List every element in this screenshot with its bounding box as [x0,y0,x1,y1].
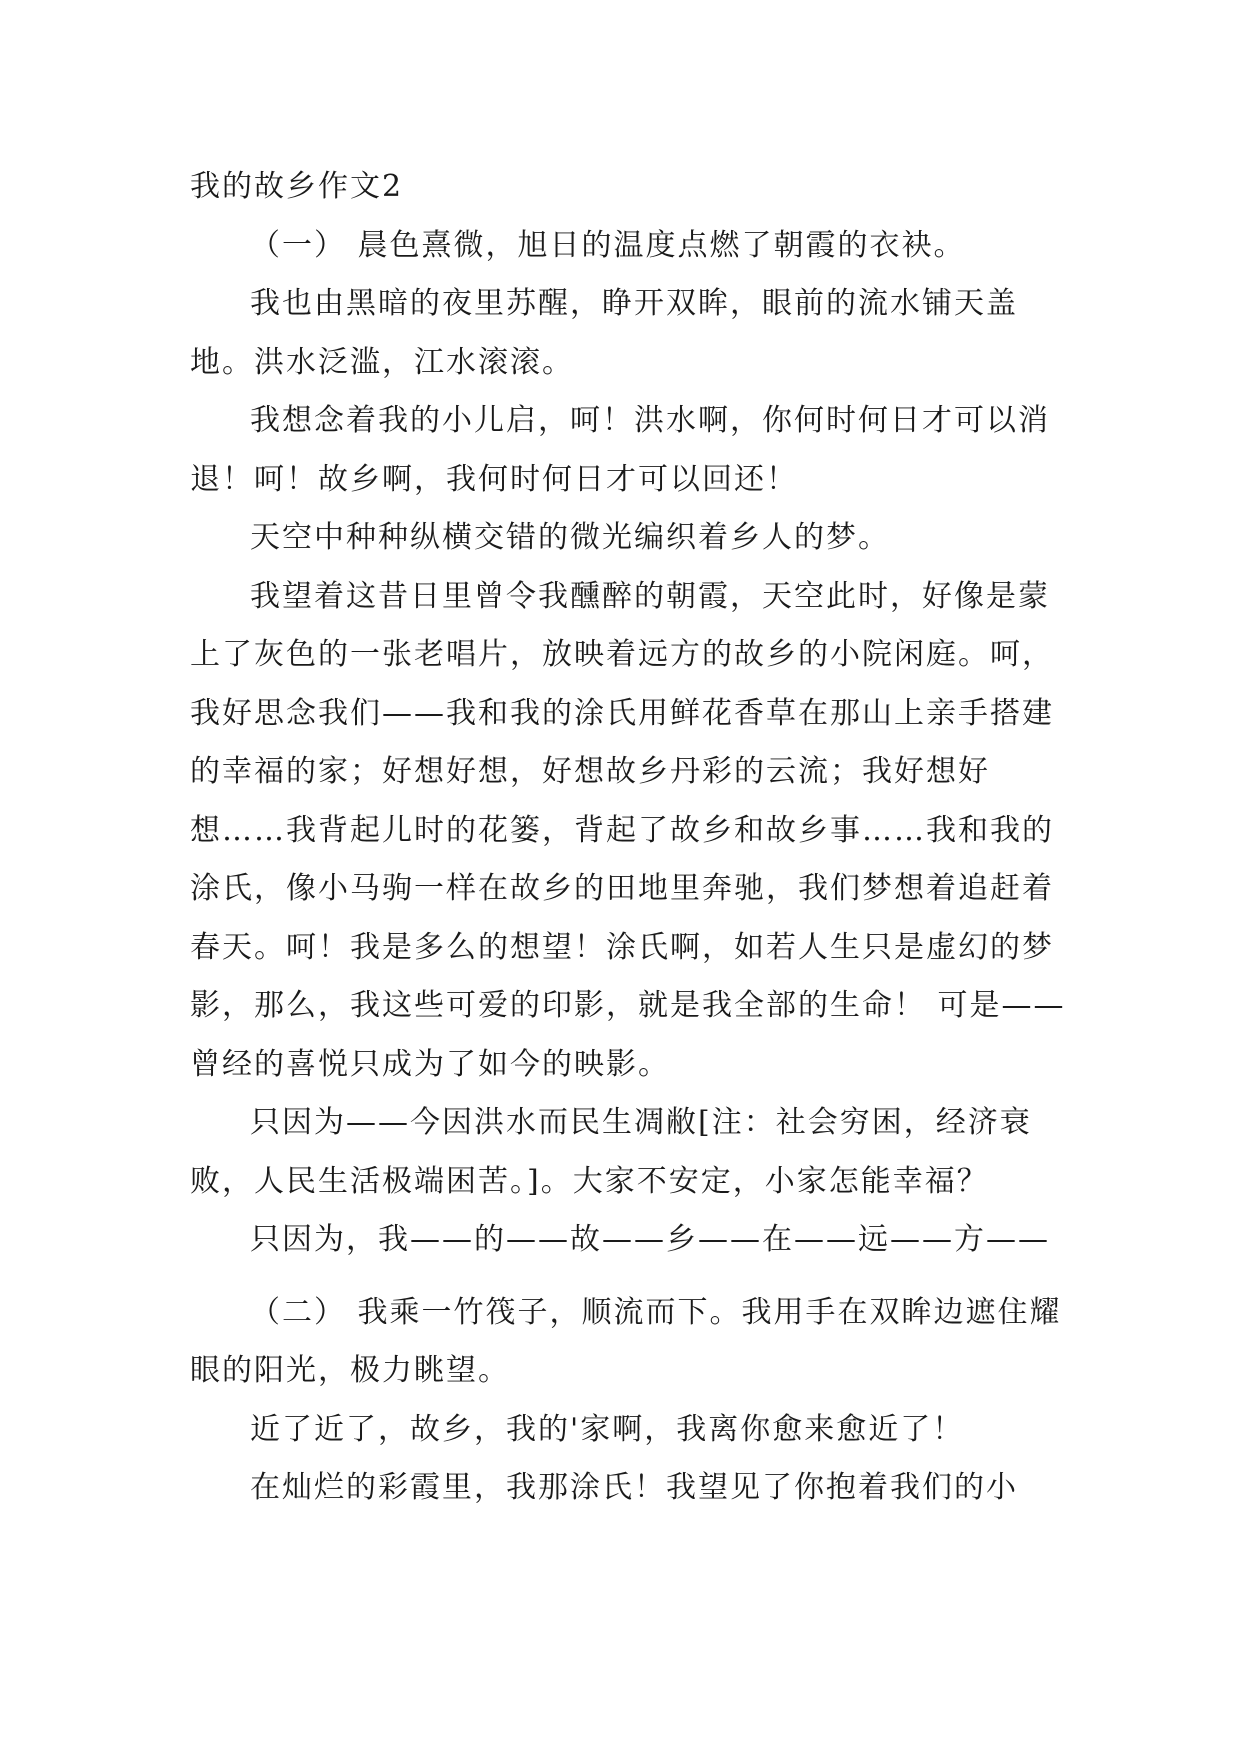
paragraph-6: 只因为——今因洪水而民生凋敝[注：社会穷困，经济衰败，人民生活极端困苦。]。大家不安定，小家怎能幸福？ [190,1105,1032,1199]
paragraph-8: （二） 我乘一竹筏子，顺流而下。我用手在双眸边遮住耀眼的阳光，极力眺望。 [190,1294,1062,1388]
paragraph-10: 在灿烂的彩霞里，我那涂氏！我望见了你抱着我们的小 [250,1470,1018,1505]
paragraph-1: （一） 晨色熹微，旭日的温度点燃了朝霞的衣袂。 [250,227,966,263]
document-title: 我的故乡作文2 [190,169,404,204]
paragraph-9: 近了近了，故乡，我的'家啊，我离你愈来愈近了！ [250,1411,965,1447]
document-body [190,158,1070,1518]
paragraph-4: 天空中种种纵横交错的微光编织着乡人的梦。 [250,520,890,555]
paragraph-7: 只因为，我——的——故——乡——在——远——方—— [250,1222,1050,1257]
paragraph-2: 我也由黑暗的夜里苏醒，睁开双眸，眼前的流水铺天盖地。洪水泛滥，江水滚滚。 [190,286,1018,380]
paragraph-3: 我想念着我的小儿启，呵！洪水啊，你何时何日才可以消退！呵！故乡啊，我何时何日才可以回还！ [190,403,1050,497]
paragraph-5: 我望着这昔日里曾令我醺醉的朝霞，天空此时，好像是蒙上了灰色的一张老唱片，放映着远方的故乡的小院闲庭。呵，我好思念我们——我和我的涂氏用鲜花香草在那山上亲手搭建的幸福的家；好想好想，好想故乡丹彩的云流；我好想好想……我背起儿时的花篓，背起了故乡和故乡事……我和我的涂氏，像小马驹一样在故乡的田地里奔驰，我们梦想着追赶着春天。呵！我是多么的想望！涂氏啊，如若人生只是虚幻的梦影，那么，我这些可爱的印影，就是我全部的生命！ 可是——曾经的喜悦只成为了如今的映影。 [190,578,1066,1082]
